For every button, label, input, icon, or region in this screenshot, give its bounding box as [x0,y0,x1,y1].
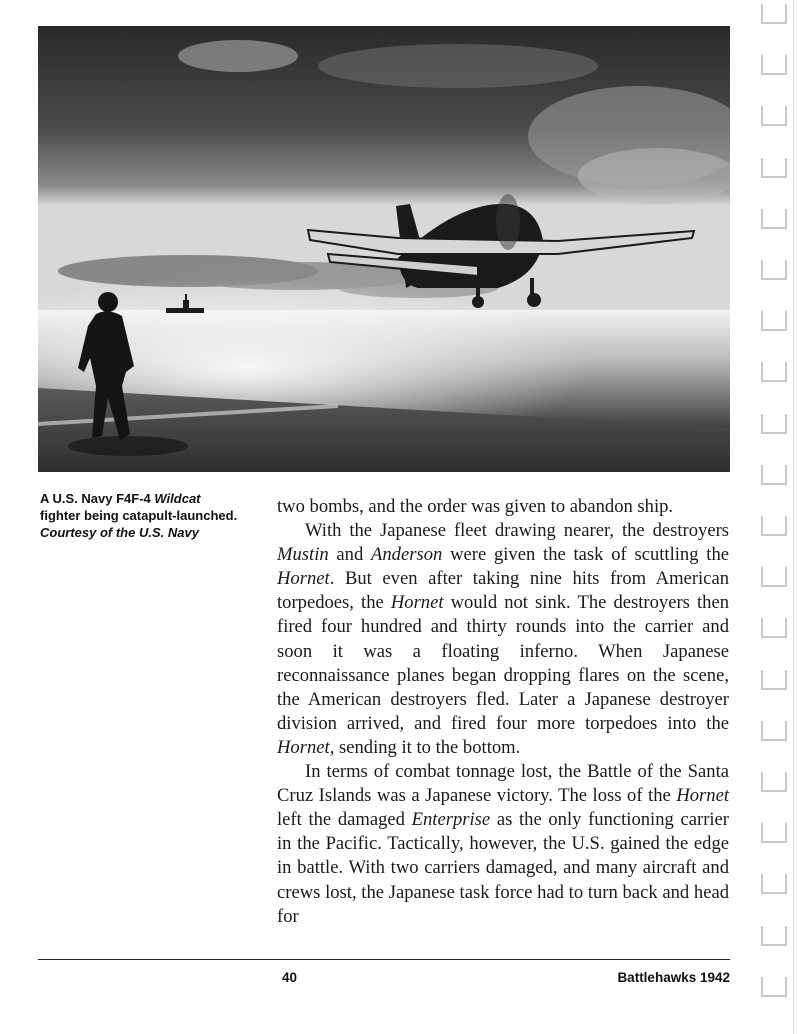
text-run: as the only functioning carrier in the Pacific. Tactically, however, the U.S. gained the edge in battle. With two carriers damaged, and many aircraft and crews lost, the Japanese task force had to turn back and head for [277,809,729,927]
body-paragraph [277,495,729,519]
binding-tab [761,874,787,894]
binding-line [793,0,794,1034]
photo-caption [40,490,265,541]
binding-tab [761,55,787,75]
text-run: . But even after taking nine hits from American torpedoes, the [277,568,729,614]
binding-tab [761,158,787,178]
binding-tab [761,414,787,434]
italic-ship-name: Hornet [676,785,729,807]
italic-ship-name: Enterprise [411,809,491,831]
caption-text: A U.S. Navy F4F-4 [40,491,155,506]
binding-tab [761,823,787,843]
binding-edge [757,0,798,1034]
binding-tab [761,926,787,946]
binding-tab [761,516,787,536]
text-run: and [328,544,372,566]
binding-tab [761,618,787,638]
binding-tab [761,670,787,690]
footer-rule [38,959,730,960]
italic-ship-name: Anderson [371,544,443,566]
binding-tab [761,311,787,331]
text-run: In terms of combat tonnage lost, the Battle of the Santa Cruz Islands was a Japanese victory. The loss of the [277,761,729,807]
body-paragraph [277,760,729,929]
binding-tab [761,260,787,280]
text-run: two bombs, and the order was given to abandon ship. [277,496,674,517]
binding-tab [761,721,787,741]
text-run: , sending it to the bottom. [329,736,521,758]
photo-illustration [38,26,730,472]
italic-ship-name: Mustin [277,544,329,566]
binding-tab [761,465,787,485]
text-run: left the damaged [277,809,412,831]
binding-tab [761,4,787,24]
caption-credit: Courtesy of the U.S. Navy [40,525,199,540]
caption-aircraft-name: Wildcat [154,491,201,506]
binding-tab [761,106,787,126]
binding-tab [761,772,787,792]
page-number: 40 [282,970,298,985]
binding-tab [761,977,787,997]
text-run: were given the task of scuttling the [442,544,729,566]
body-text-column [277,495,729,929]
italic-ship-name: Hornet [277,568,330,590]
binding-tab [761,567,787,587]
caption-line-1 [40,490,265,507]
italic-ship-name: Hornet [390,592,444,614]
italic-ship-name: Hornet [277,736,330,758]
text-run: would not sink. The destroyers then fired four hundred and thirty rounds into the carrier and soon it was a floating inferno. When Japanese reconnaissance planes began dropping flares on the scene, the American destroyers fled. Later a Japanese destroyer division arrived, and fired four more torpedoes into the [277,592,729,734]
wildcat-launch-photo [38,26,730,472]
body-paragraph [277,519,729,760]
binding-tab [761,209,787,229]
binding-tab [761,362,787,382]
running-footer-title: Battlehawks 1942 [617,970,730,985]
caption-line-2: fighter being catapult-launched. [40,508,238,523]
text-run: With the Japanese fleet drawing nearer, the destroyers [305,520,729,542]
